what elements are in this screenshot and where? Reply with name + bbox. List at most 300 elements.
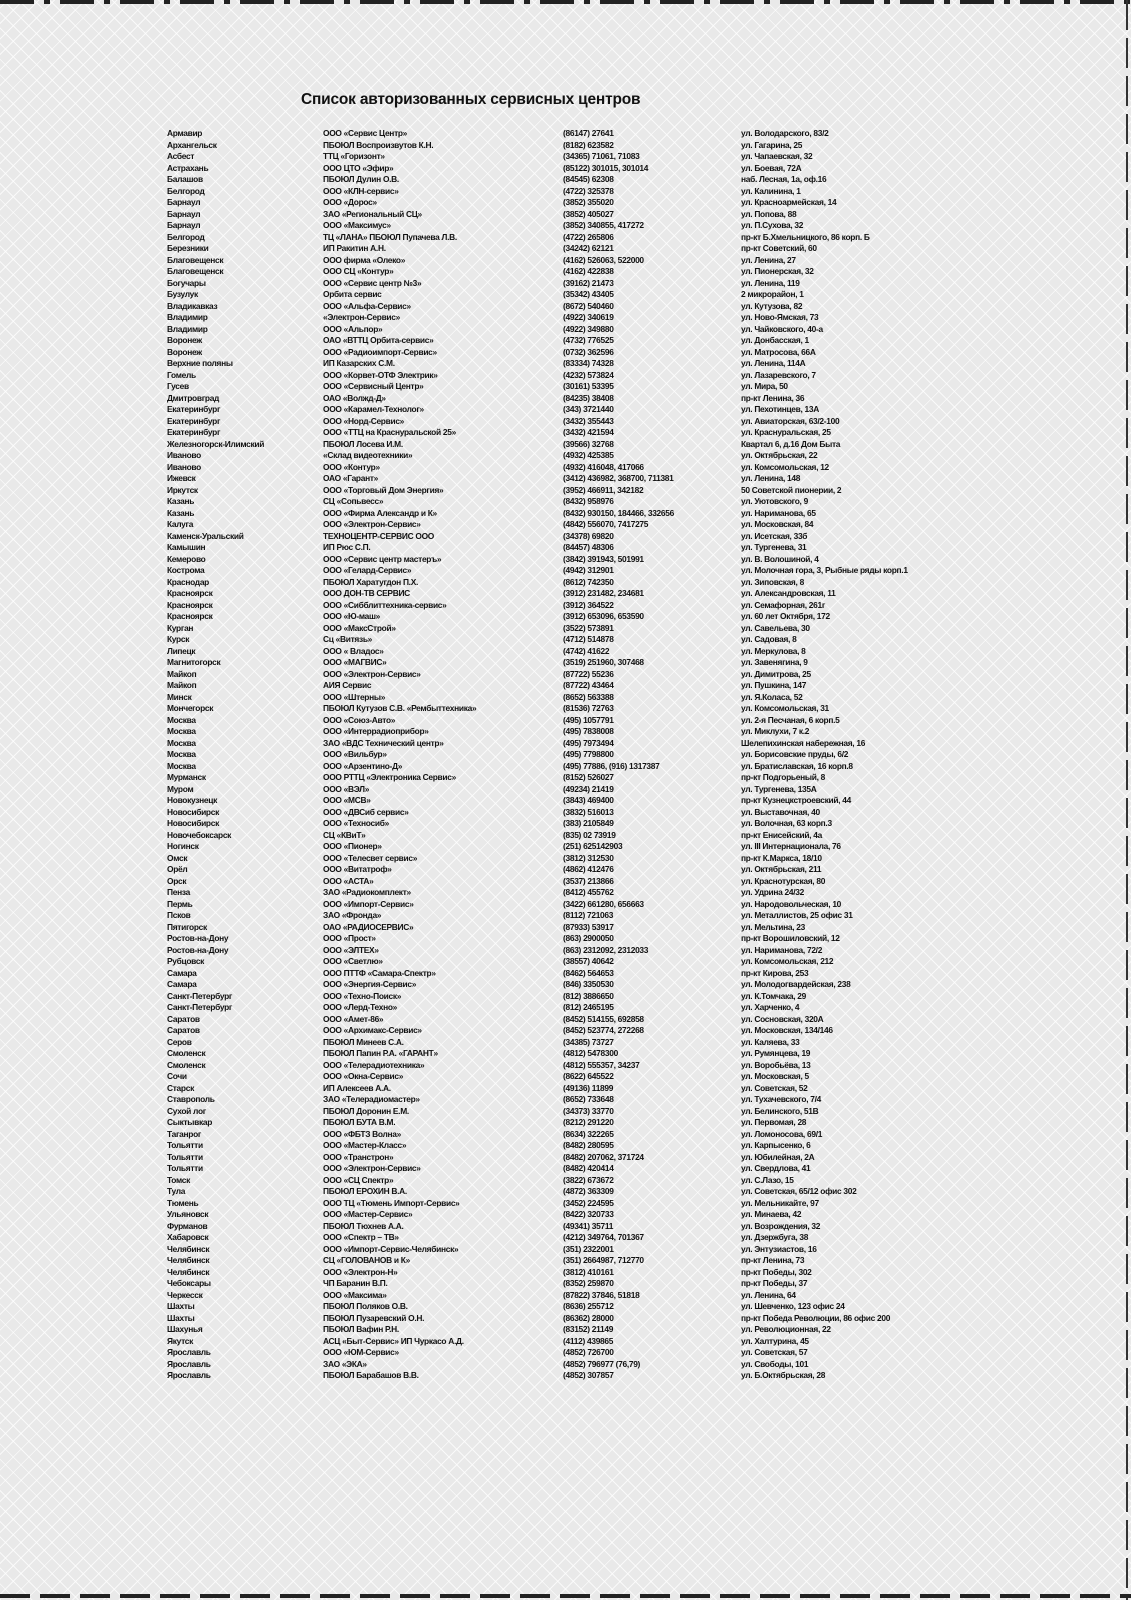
service-center-row (167, 1060, 977, 1072)
address-cell: ул. Пехотинцев, 13А (741, 404, 820, 414)
address-cell: ул. Матросова, 66А (741, 346, 816, 357)
phone-cell: (4932) 416048, 417066 (563, 461, 644, 472)
company-cell: ЗАО «Телерадиомастер» (323, 1094, 420, 1104)
service-center-row (167, 1163, 977, 1175)
phone-cell: (3952) 466911, 342182 (563, 484, 644, 495)
address-cell: ул. Тухачевского, 7/4 (741, 1094, 821, 1104)
service-center-row (167, 864, 977, 876)
service-center-row (167, 588, 977, 600)
service-center-row (167, 634, 977, 646)
service-center-row (167, 1347, 977, 1359)
city-cell: Красноярск (167, 611, 213, 621)
phone-cell: (3432) 421594 (563, 427, 614, 437)
service-center-row (167, 128, 977, 140)
phone-cell: (87822) 37846, 51818 (563, 1289, 640, 1300)
address-cell: ул. Выставочная, 40 (741, 806, 820, 817)
city-cell: Москва (167, 749, 196, 759)
phone-cell: (8482) 420414 (563, 1163, 614, 1173)
city-cell: Серов (167, 1036, 192, 1047)
phone-cell: (3822) 673672 (563, 1174, 614, 1185)
service-center-row (167, 968, 977, 980)
service-center-row (167, 1094, 977, 1106)
service-center-row (167, 450, 977, 462)
phone-cell: (4212) 349764, 701367 (563, 1232, 644, 1242)
company-cell: ИП Рюс С.П. (323, 542, 371, 552)
service-center-row (167, 1359, 977, 1371)
city-cell: Гусев (167, 381, 189, 391)
city-cell: Орёл (167, 864, 188, 874)
service-center-row (167, 278, 977, 290)
address-cell: ул. Б.Октябрьская, 28 (741, 1370, 826, 1380)
address-cell: ул. Уютовского, 9 (741, 496, 808, 506)
phone-cell: (8482) 207062, 371724 (563, 1151, 644, 1162)
company-cell: ООО «Архимакс-Сервис» (323, 1025, 422, 1035)
address-cell: ул. Тургенева, 135А (741, 783, 817, 794)
company-cell: ПБОЮЛ Вафин Р.Н. (323, 1324, 399, 1334)
city-cell: Ростов-на-Дону (167, 944, 229, 955)
phone-cell: (351) 2664987, 712770 (563, 1255, 644, 1265)
phone-cell: (846) 3350530 (563, 979, 614, 989)
company-cell: ООО «Штерны» (323, 691, 386, 702)
company-cell: ООО СЦ «Контур» (323, 266, 394, 276)
service-center-row (167, 1186, 977, 1198)
address-cell: ул. Ленина, 119 (741, 277, 800, 288)
service-center-row (167, 312, 977, 324)
company-cell: ООО «Пионер» (323, 841, 382, 851)
address-cell: ул. Комсомольская, 31 (741, 703, 829, 713)
service-center-row (167, 335, 977, 347)
address-cell: ул. Савельева, 30 (741, 622, 810, 633)
address-cell: ул. Дзержбуга, 38 (741, 1232, 809, 1242)
phone-cell: (87722) 55236 (563, 668, 614, 679)
city-cell: Красноярск (167, 588, 213, 598)
city-cell: Самара (167, 979, 197, 989)
city-cell: Тула (167, 1186, 186, 1196)
page-right-edge (1126, 0, 1128, 1600)
company-cell: ООО «Корвет-ОТФ Электрик» (323, 369, 438, 380)
city-cell: Челябинск (167, 1266, 210, 1277)
service-center-row (167, 1221, 977, 1233)
city-cell: Новокузнецк (167, 795, 217, 805)
city-cell: Тольятти (167, 1140, 203, 1150)
address-cell: ул. Семафорная, 261г (741, 599, 826, 610)
phone-cell: (4922) 349880 (563, 323, 614, 334)
company-cell: ООО «ФБТЗ Волна» (323, 1128, 402, 1139)
city-cell: Владикавказ (167, 300, 218, 311)
company-cell: ООО «МаксСтрой» (323, 622, 396, 633)
service-center-row (167, 830, 977, 842)
city-cell: Муром (167, 783, 194, 794)
address-cell: ул. Ленина, 27 (741, 254, 796, 265)
city-cell: Барнаул (167, 208, 201, 219)
company-cell: ТЦ «ЛАНА» ПБОЮЛ Пупачева Л.В. (323, 231, 457, 242)
city-cell: Пермь (167, 898, 193, 909)
service-center-row (167, 393, 977, 405)
city-cell: Липецк (167, 645, 196, 656)
service-center-row (167, 818, 977, 830)
phone-cell: (39566) 32768 (563, 438, 614, 449)
phone-cell: (495) 7838008 (563, 726, 614, 736)
phone-cell: (84457) 48306 (563, 542, 614, 552)
address-cell: ул. Борисовские пруды, 6/2 (741, 749, 849, 759)
address-cell: ул. Шевченко, 123 офис 24 (741, 1301, 845, 1311)
company-cell: ООО «ВЭЛ» (323, 783, 370, 794)
address-cell: ул. Советская, 65/12 офис 302 (741, 1186, 857, 1196)
city-cell: Москва (167, 737, 196, 748)
service-center-row (167, 807, 977, 819)
address-cell: ул. Советская, 57 (741, 1347, 808, 1357)
service-center-row (167, 1037, 977, 1049)
city-cell: Бузулук (167, 289, 198, 299)
city-cell: Курган (167, 622, 194, 633)
service-center-row (167, 1129, 977, 1141)
company-cell: ООО «Дорос» (323, 197, 377, 207)
service-center-row (167, 669, 977, 681)
phone-cell: (87933) 53917 (563, 921, 614, 932)
address-cell: пр-кт Кирова, 253 (741, 967, 809, 978)
city-cell: Хабаровск (167, 1232, 209, 1242)
city-cell: Екатеринбург (167, 427, 221, 437)
city-cell: Ростов-на-Дону (167, 933, 229, 943)
phone-cell: (4742) 41622 (563, 645, 610, 656)
service-center-row (167, 531, 977, 543)
address-cell: ул. Пионерская, 32 (741, 266, 814, 276)
address-cell: ул. Ленина, 114А (741, 358, 806, 368)
city-cell: Железногорск-Илимский (167, 438, 265, 449)
city-cell: Краснодар (167, 576, 209, 587)
phone-cell: (3812) 410161 (563, 1266, 614, 1277)
service-center-row (167, 151, 977, 163)
phone-cell: (3842) 391943, 501991 (563, 553, 644, 564)
city-cell: Тольятти (167, 1151, 203, 1162)
city-cell: Смоленск (167, 1059, 206, 1070)
service-center-row (167, 358, 977, 370)
phone-cell: (4112) 439865 (563, 1335, 614, 1346)
phone-cell: (343) 3721440 (563, 404, 614, 414)
phone-cell: (3537) 213866 (563, 875, 614, 886)
company-cell: ООО «ЮМ-Сервис» (323, 1347, 399, 1357)
phone-cell: (34378) 69820 (563, 530, 614, 541)
company-cell: Сц «Витязь» (323, 634, 373, 644)
address-cell: ул. Харченко, 4 (741, 1002, 800, 1012)
phone-cell: (863) 2312092, 2312033 (563, 944, 649, 955)
address-cell: Квартал 6, д.16 Дом Быта (741, 438, 841, 449)
company-cell: ООО «Электрон-Сервис» (323, 668, 421, 679)
phone-cell: (3452) 224595 (563, 1197, 614, 1208)
city-cell: Псков (167, 910, 191, 920)
service-center-row (167, 956, 977, 968)
company-cell: ООО «Электрон-Сервис» (323, 519, 421, 529)
company-cell: ПБОЮЛ БУТА В.М. (323, 1117, 396, 1127)
address-cell: пр-кт Б.Хмельницкого, 86 корп. Б (741, 231, 870, 242)
company-cell: ПБОЮЛ Папин Р.А. «ГАРАНТ» (323, 1048, 438, 1058)
address-cell: ул. Меркулова, 8 (741, 645, 806, 656)
company-cell: ООО «Прост» (323, 933, 376, 943)
address-cell: ул. Зиповская, 8 (741, 576, 804, 587)
company-cell: СЦ «Сопьвесс» (323, 496, 384, 506)
service-center-row (167, 1106, 977, 1118)
company-cell: ООО « Владос» (323, 645, 384, 656)
address-cell: ул. В. Волошиной, 4 (741, 553, 819, 564)
address-cell: ул. Воробьёва, 13 (741, 1059, 811, 1070)
phone-cell: (351) 2322001 (563, 1243, 614, 1254)
city-cell: Белгород (167, 185, 205, 196)
phone-cell: (8212) 291220 (563, 1117, 614, 1127)
address-cell: ул. 60 лет Октября, 172 (741, 611, 830, 621)
phone-cell: (4852) 307857 (563, 1370, 614, 1380)
city-cell: Майкоп (167, 668, 197, 679)
address-cell: ул. Московская, 5 (741, 1071, 809, 1081)
phone-cell: (4932) 425385 (563, 450, 614, 460)
phone-cell: (835) 02 73919 (563, 829, 616, 840)
company-cell: Орбита сервис (323, 289, 382, 299)
city-cell: Каменск-Уральский (167, 530, 244, 541)
company-cell: ООО «Максима» (323, 1289, 387, 1300)
address-cell: ул. Попова, 88 (741, 208, 797, 219)
phone-cell: (8412) 455762 (563, 887, 614, 897)
phone-cell: (4712) 514878 (563, 634, 614, 644)
company-cell: ПБОЮЛ Харатугдон П.Х. (323, 576, 419, 587)
service-center-row (167, 1048, 977, 1060)
phone-cell: (3852) 355020 (563, 197, 614, 207)
phone-cell: (812) 2465195 (563, 1002, 614, 1012)
service-center-row (167, 324, 977, 336)
phone-cell: (495) 77886, (916) 1317387 (563, 760, 660, 771)
city-cell: Саратов (167, 1025, 200, 1035)
company-cell: ЗАО «ВДС Технический центр» (323, 737, 444, 748)
address-cell: пр-кт Кузнецкстроевский, 44 (741, 795, 851, 805)
city-cell: Барнаул (167, 197, 201, 207)
address-cell: ул. Володарского, 83/2 (741, 128, 829, 138)
phone-cell: (3852) 340855, 417272 (563, 220, 644, 230)
address-cell: ул. Октябрьская, 211 (741, 864, 822, 874)
phone-cell: (49341) 35711 (563, 1220, 614, 1231)
address-cell: ул. Революционная, 22 (741, 1324, 831, 1334)
company-cell: ООО «Вильбур» (323, 749, 387, 759)
service-center-row (167, 519, 977, 531)
company-cell: ООО «Фирма Александр и К» (323, 507, 437, 518)
address-cell: ул. Сосновская, 320А (741, 1013, 824, 1024)
city-cell: Самара (167, 967, 197, 978)
phone-cell: (39162) 21473 (563, 277, 614, 288)
city-cell: Воронеж (167, 335, 202, 345)
phone-cell: (8652) 733648 (563, 1094, 614, 1104)
phone-cell: (495) 7973494 (563, 737, 614, 748)
city-cell: Сыктывкар (167, 1117, 213, 1127)
city-cell: Барнаул (167, 220, 201, 230)
phone-cell: (8112) 721063 (563, 910, 614, 920)
service-center-row (167, 554, 977, 566)
phone-cell: (3519) 251960, 307468 (563, 657, 644, 667)
city-cell: Балашов (167, 174, 203, 184)
service-center-row (167, 933, 977, 945)
city-cell: Ярославль (167, 1370, 211, 1380)
address-cell: Шелепихинская набережная, 16 (741, 737, 866, 748)
phone-cell: (4852) 796977 (76,79) (563, 1358, 641, 1369)
service-center-row (167, 876, 977, 888)
phone-cell: (251) 625142903 (563, 841, 623, 851)
address-cell: ул. Миклухи, 7 к.2 (741, 726, 810, 736)
company-cell: СЦ «ГОЛОВАНОВ и К» (323, 1255, 410, 1265)
address-cell: ул. Свердлова, 41 (741, 1163, 811, 1173)
company-cell: ЗАО «Региональный СЦ» (323, 208, 422, 219)
phone-cell: (4722) 325378 (563, 185, 614, 196)
company-cell: ЗАО «Радиокомплект» (323, 887, 411, 897)
phone-cell: (85122) 301015, 301014 (563, 162, 649, 173)
phone-cell: (4872) 363309 (563, 1186, 614, 1196)
phone-cell: (81536) 72763 (563, 703, 614, 713)
phone-cell: (4922) 340619 (563, 312, 614, 322)
city-cell: Благовещенск (167, 254, 224, 265)
city-cell: Якутск (167, 1335, 194, 1346)
phone-cell: (34373) 33770 (563, 1105, 614, 1116)
company-cell: ООО «Сервисный Центр» (323, 381, 424, 391)
address-cell: пр-кт Ленина, 36 (741, 392, 805, 403)
service-center-row (167, 1324, 977, 1336)
company-cell: ПБОЮЛ Минеев С.А. (323, 1036, 404, 1047)
service-center-row (167, 945, 977, 957)
address-cell: ул. Краснотурская, 80 (741, 875, 826, 886)
company-cell: ООО «Энергия-Сервис» (323, 979, 417, 989)
address-cell: пр-кт Енисейский, 4а (741, 829, 822, 840)
phone-cell: (38557) 40642 (563, 956, 614, 966)
address-cell: ул. Гагарина, 25 (741, 139, 803, 150)
service-center-row (167, 841, 977, 853)
service-center-row (167, 565, 977, 577)
company-cell: ООО «Мастер-Сервис» (323, 1209, 413, 1219)
address-cell: ул. Мельникайте, 97 (741, 1197, 819, 1208)
page-bottom-edge (0, 1594, 1131, 1598)
phone-cell: (3432) 355443 (563, 415, 614, 426)
company-cell: ПБОЮЛ Барабашов В.В. (323, 1370, 419, 1380)
address-cell: ул. Комсомольская, 12 (741, 461, 829, 472)
city-cell: Шахунья (167, 1324, 203, 1334)
address-cell: ул. Краснуральская, 25 (741, 427, 831, 437)
service-center-row (167, 370, 977, 382)
city-cell: Новочебоксарск (167, 829, 232, 840)
address-cell: ул. Волочная, 63 корп.3 (741, 818, 832, 828)
service-center-row (167, 1014, 977, 1026)
service-center-row (167, 439, 977, 451)
phone-cell: (8182) 623582 (563, 139, 614, 150)
service-center-row (167, 255, 977, 267)
city-cell: Владимир (167, 323, 208, 334)
company-cell: ОАО «Гарант» (323, 473, 379, 483)
city-cell: Пятигорск (167, 921, 207, 932)
city-cell: Санкт-Петербург (167, 990, 233, 1001)
company-cell: ОАО «ВТТЦ Орбита-сервис» (323, 335, 434, 345)
phone-cell: (4732) 776525 (563, 335, 614, 345)
city-cell: Красноярск (167, 599, 213, 610)
phone-cell: (495) 1057791 (563, 714, 614, 725)
company-cell: ПБОЮЛ Дулин О.В. (323, 174, 399, 184)
service-center-row (167, 577, 977, 589)
phone-cell: (84235) 38408 (563, 392, 614, 403)
city-cell: Белгород (167, 231, 205, 242)
company-cell: ООО «Светлю» (323, 956, 383, 966)
company-cell: ПБОЮЛ Поляков О.В. (323, 1301, 408, 1311)
city-cell: Челябинск (167, 1255, 210, 1265)
company-cell: ООО «Электрон-Н» (323, 1266, 398, 1277)
address-cell: ул. Завенягина, 9 (741, 657, 808, 667)
phone-cell: (87722) 43464 (563, 680, 614, 690)
company-cell: ИП Казарских С.М. (323, 358, 395, 368)
address-cell: пр-кт К.Маркса, 18/10 (741, 852, 822, 863)
address-cell: пр-кт Победа Революции, 86 офис 200 (741, 1312, 891, 1323)
company-cell: ООО ТЦ «Тюмень Импорт-Сервис» (323, 1197, 460, 1208)
city-cell: Дмитровград (167, 392, 220, 403)
company-cell: ПБОЮЛ ЕРОХИН В.А. (323, 1186, 407, 1196)
phone-cell: (4862) 412476 (563, 864, 614, 874)
service-center-row (167, 427, 977, 439)
service-center-row (167, 703, 977, 715)
address-cell: ул. Тургенева, 31 (741, 542, 807, 552)
service-center-row (167, 140, 977, 152)
service-center-row (167, 1255, 977, 1267)
city-cell: Казань (167, 507, 195, 518)
phone-cell: (86362) 28000 (563, 1312, 614, 1323)
service-center-row (167, 1117, 977, 1129)
service-center-row (167, 243, 977, 255)
address-cell: ул. Минаева, 42 (741, 1209, 802, 1219)
city-cell: Мурманск (167, 772, 206, 782)
service-center-row (167, 1370, 977, 1382)
city-cell: Москва (167, 760, 196, 771)
address-cell: ул. Удрина 24/32 (741, 887, 804, 897)
service-center-row (167, 910, 977, 922)
company-cell: ООО «МСВ» (323, 795, 371, 805)
company-cell: ПБОЮЛ Воспроизвутов К.Н. (323, 139, 434, 150)
address-cell: ул. Чапаевская, 32 (741, 151, 813, 161)
phone-cell: (3852) 405027 (563, 208, 614, 219)
service-center-row (167, 853, 977, 865)
service-center-row (167, 174, 977, 186)
service-center-row (167, 496, 977, 508)
address-cell: ул. Авиаторская, 63/2-100 (741, 415, 840, 426)
address-cell: ул. Калинина, 1 (741, 185, 801, 196)
company-cell: ООО «Витатроф» (323, 864, 392, 874)
company-cell: АИЯ Сервис (323, 680, 372, 690)
company-cell: ООО «Альпор» (323, 323, 383, 334)
phone-cell: (383) 2105849 (563, 818, 614, 828)
address-cell: ул. Красноармейская, 14 (741, 197, 837, 207)
service-center-list (167, 128, 977, 1382)
document-title: Список авторизованных сервисных центров (301, 91, 641, 108)
service-center-row (167, 772, 977, 784)
address-cell: ул. Садовая, 8 (741, 634, 797, 644)
city-cell: Верхние поляны (167, 358, 233, 368)
city-cell: Шахты (167, 1301, 195, 1311)
city-cell: Екатеринбург (167, 404, 221, 414)
address-cell: ул. Комсомольская, 212 (741, 956, 834, 966)
page-top-edge (0, 0, 1131, 4)
company-cell: ПБОЮЛ Тюхнев А.А. (323, 1220, 404, 1231)
company-cell: ООО ПТТФ «Самара-Спектр» (323, 967, 436, 978)
company-cell: ООО «Сервис центр мастеръ» (323, 553, 442, 564)
phone-cell: (86147) 27641 (563, 128, 614, 138)
city-cell: Саратов (167, 1013, 200, 1024)
address-cell: ул. Карпысенко, 6 (741, 1140, 811, 1150)
city-cell: Тюмень (167, 1197, 199, 1208)
company-cell: ООО «СЦ Спектр» (323, 1174, 394, 1185)
phone-cell: (8612) 742350 (563, 576, 614, 587)
service-center-row (167, 485, 977, 497)
city-cell: Москва (167, 726, 196, 736)
address-cell: ул. Боевая, 72А (741, 162, 802, 173)
company-cell: ПБОЮЛ Кутузов С.В. «Рембыттехника» (323, 703, 477, 713)
address-cell: ул. Халтурина, 45 (741, 1335, 809, 1346)
phone-cell: (8452) 523774, 272268 (563, 1025, 644, 1035)
